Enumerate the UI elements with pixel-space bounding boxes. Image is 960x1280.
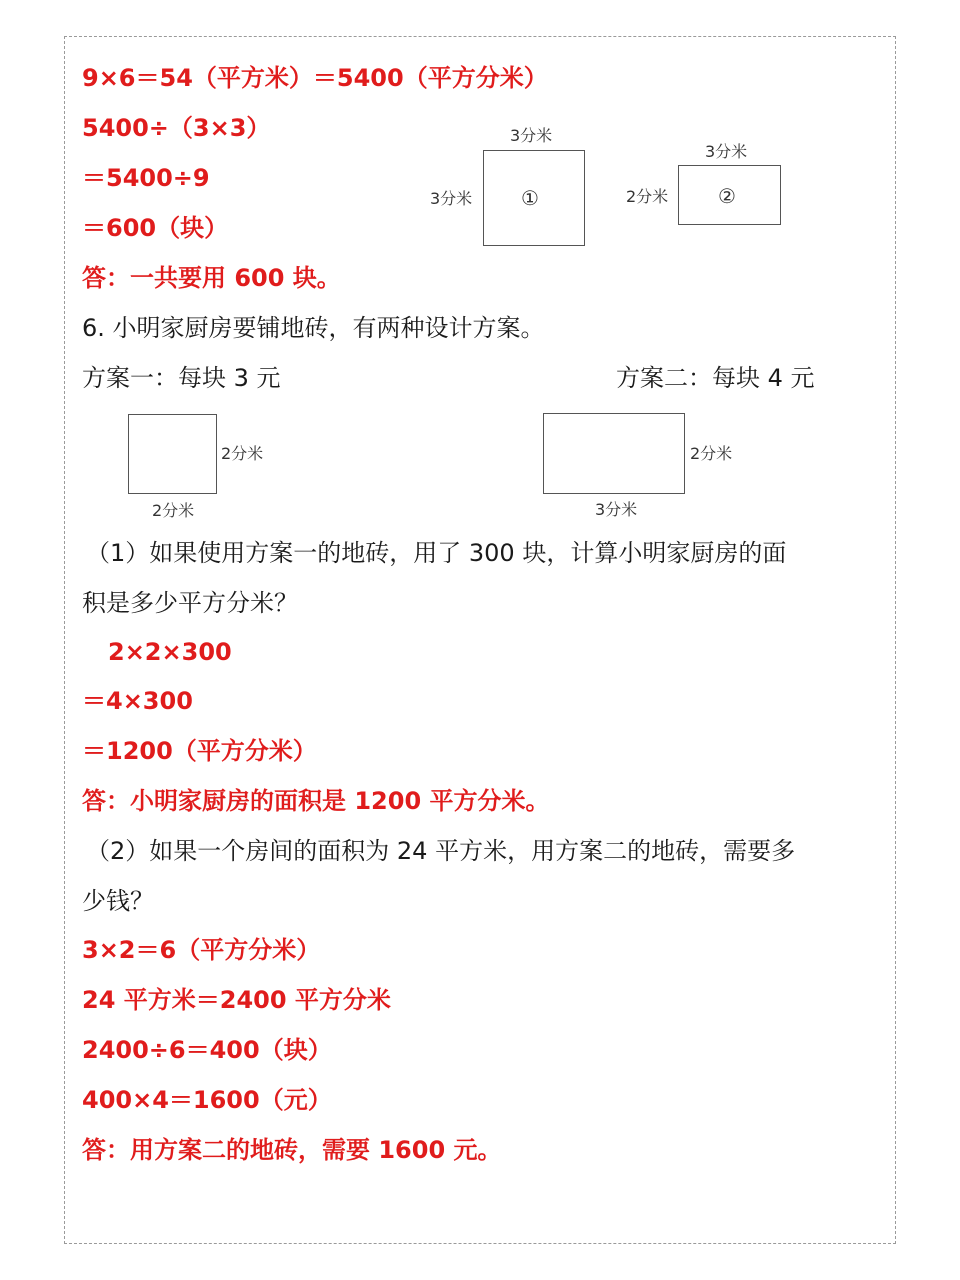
- answer-line: 5400÷（3×3）: [82, 114, 271, 142]
- part1-question-line2: 积是多少平方分米？: [82, 589, 298, 617]
- tile1-left-label: 3分米: [430, 189, 473, 208]
- part1-answer-line: ＝1200（平方分米）: [82, 737, 317, 765]
- part1-answer-conclusion: 答：小明家厨房的面积是 1200 平方分米。: [82, 787, 550, 815]
- part1-answer-line: 2×2×300: [108, 638, 232, 666]
- tile2-left-label: 2分米: [626, 187, 669, 206]
- part2-question-line2: 少钱？: [82, 887, 154, 915]
- answer-line: ＝600（块）: [82, 214, 229, 242]
- question-6-stem: 6. 小明家厨房要铺地砖，有两种设计方案。: [82, 314, 545, 342]
- part2-answer-conclusion: 答：用方案二的地砖，需要 1600 元。: [82, 1136, 502, 1164]
- part1-answer-line: ＝4×300: [82, 687, 193, 715]
- tile2-mark: ②: [718, 184, 736, 208]
- part2-answer-line: 2400÷6＝400（块）: [82, 1036, 332, 1064]
- tile1-top-label: 3分米: [510, 126, 553, 145]
- plan2-rect-tile: [543, 413, 685, 494]
- tile1-mark: ①: [521, 186, 539, 210]
- plan2-right-label: 2分米: [690, 444, 733, 463]
- part2-question-line1: （2）如果一个房间的面积为 24 平方米，用方案二的地砖，需要多: [86, 837, 796, 865]
- answer-conclusion: 答：一共要用 600 块。: [82, 264, 341, 292]
- plan1-bottom-label: 2分米: [152, 501, 195, 520]
- part1-question-line1: （1）如果使用方案一的地砖，用了 300 块，计算小明家厨房的面: [86, 539, 787, 567]
- part2-answer-line: 400×4＝1600（元）: [82, 1086, 332, 1114]
- plan-1-label: 方案一：每块 3 元: [82, 364, 281, 392]
- answer-line: 9×6＝54（平方米）＝5400（平方分米）: [82, 64, 548, 92]
- tile2-top-label: 3分米: [705, 142, 748, 161]
- plan2-bottom-label: 3分米: [595, 500, 638, 519]
- part2-answer-line: 3×2＝6（平方分米）: [82, 936, 321, 964]
- plan1-square-tile: [128, 414, 217, 494]
- answer-line: ＝5400÷9: [82, 164, 210, 192]
- part2-answer-line: 24 平方米＝2400 平方分米: [82, 986, 391, 1014]
- plan1-right-label: 2分米: [221, 444, 264, 463]
- plan-2-label: 方案二：每块 4 元: [616, 364, 815, 392]
